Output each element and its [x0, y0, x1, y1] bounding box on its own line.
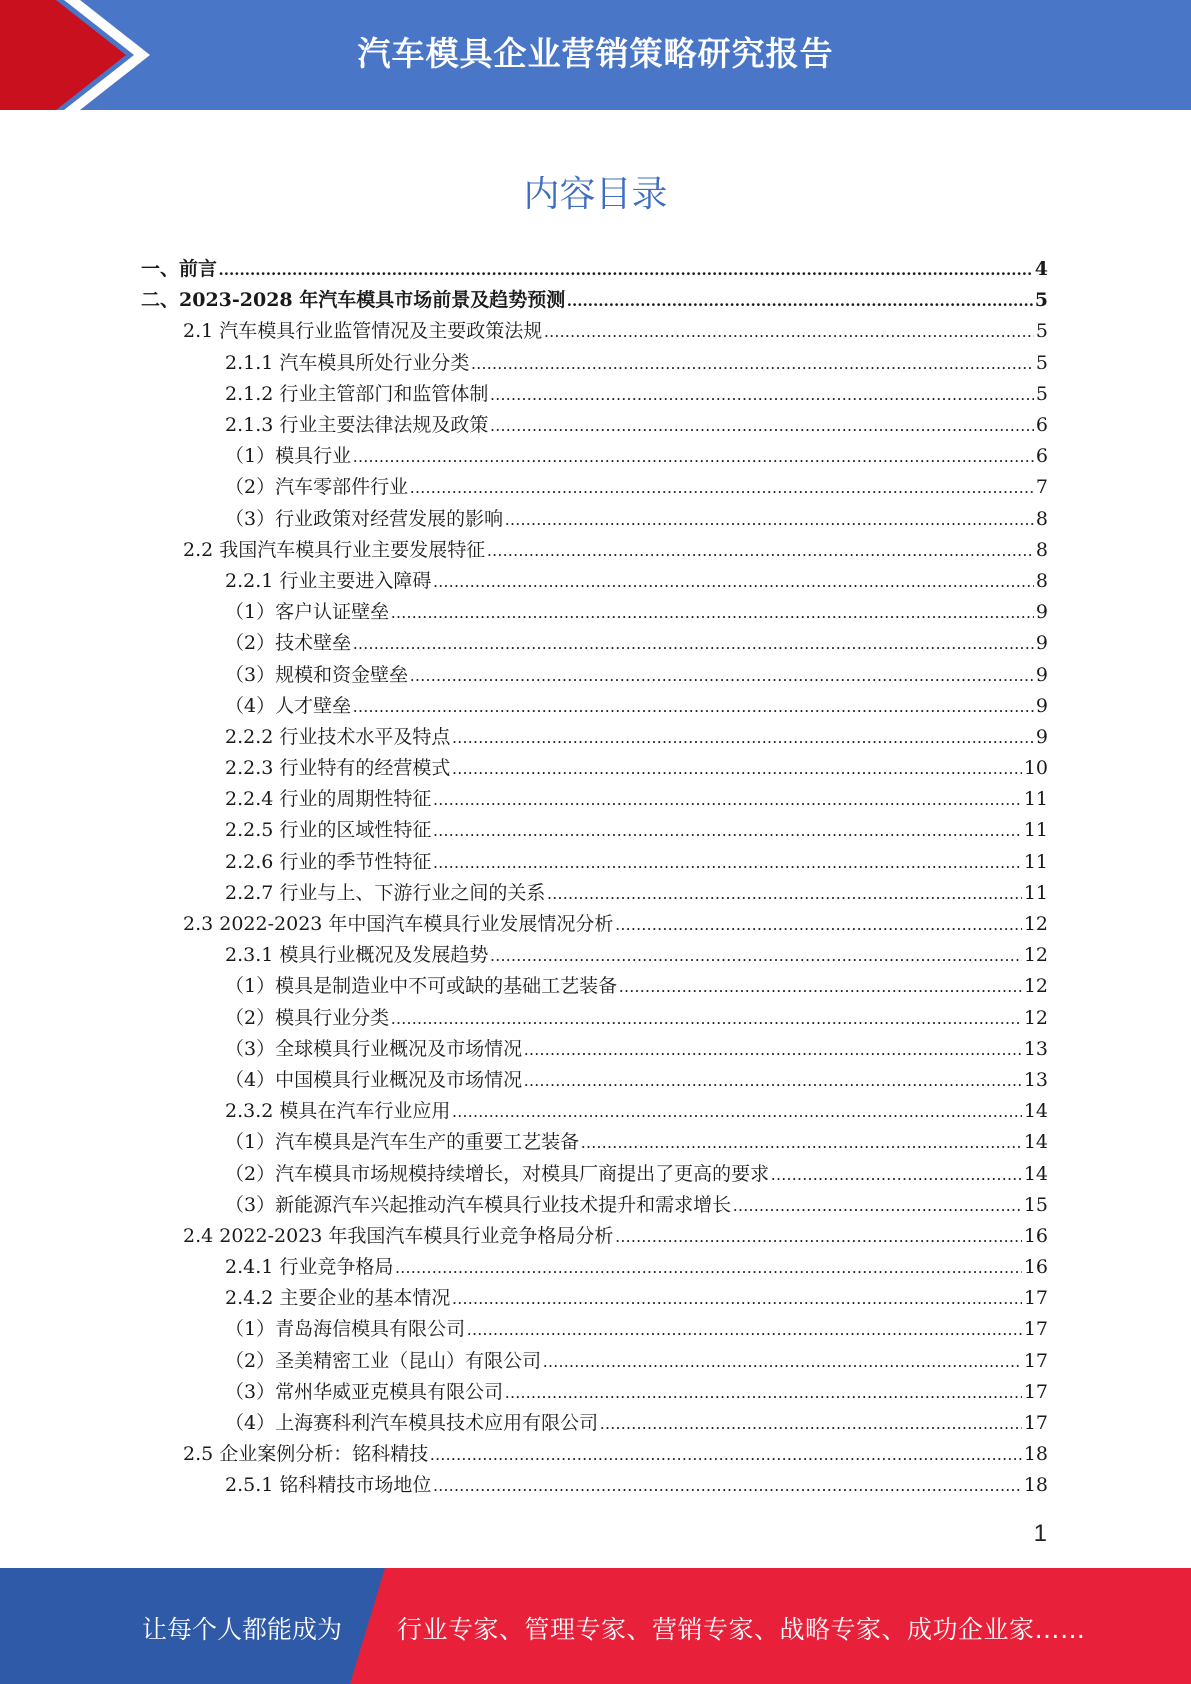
- toc-entry-page: 17: [1023, 1318, 1048, 1341]
- toc-entry-page: 4: [1034, 258, 1048, 281]
- toc-entry-title: 2.2.4 行业的周期性特征: [225, 788, 432, 811]
- toc-entry-title: 二、2023-2028 年汽车模具市场前景及趋势预测: [141, 289, 566, 312]
- toc-leader-dots: [433, 847, 1021, 878]
- toc-entry-page: 9: [1035, 725, 1048, 748]
- toc-leader-dots: [433, 566, 1034, 597]
- toc-entry[interactable]: [141, 909, 1048, 940]
- toc-list: [141, 254, 1048, 1502]
- toc-leader-dots: [433, 815, 1021, 846]
- toc-entry-title: （4）上海赛科利汽车模具技术应用有限公司: [225, 1412, 599, 1435]
- toc-entry-page: 18: [1023, 1474, 1048, 1497]
- toc-entry-page: 12: [1023, 1006, 1048, 1029]
- toc-entry[interactable]: [141, 1034, 1048, 1065]
- toc-leader-dots: [395, 1252, 1021, 1283]
- toc-entry-page: 11: [1023, 819, 1048, 842]
- toc-entry[interactable]: [141, 1065, 1048, 1096]
- toc-entry[interactable]: [141, 1377, 1048, 1408]
- toc-entry-title: （3）新能源汽车兴起推动汽车模具行业技术提升和需求增长: [225, 1193, 732, 1216]
- toc-entry-title: （1）汽车模具是汽车生产的重要工艺装备: [225, 1131, 580, 1154]
- toc-entry-page: 11: [1023, 850, 1048, 873]
- toc-entry-title: 2.2.2 行业技术水平及特点: [225, 725, 451, 748]
- toc-entry-page: 12: [1023, 944, 1048, 967]
- toc-entry-title: 2.3.1 模具行业概况及发展趋势: [225, 944, 489, 967]
- toc-leader-dots: [733, 1190, 1022, 1221]
- toc-heading: 内容目录: [523, 174, 668, 215]
- toc-entry[interactable]: [141, 1314, 1048, 1345]
- toc-entry[interactable]: [141, 379, 1048, 410]
- toc-entry-title: （3）规模和资金壁垒: [225, 663, 409, 686]
- toc-leader-dots: [433, 784, 1021, 815]
- toc-leader-dots: [615, 1221, 1021, 1252]
- toc-entry-page: 13: [1023, 1068, 1048, 1091]
- toc-leader-dots: [600, 1408, 1022, 1439]
- toc-entry-page: 18: [1023, 1443, 1048, 1466]
- toc-entry[interactable]: [141, 1221, 1048, 1252]
- toc-leader-dots: [547, 878, 1021, 909]
- toc-entry[interactable]: [141, 1158, 1048, 1189]
- toc-entry[interactable]: [141, 1252, 1048, 1283]
- toc-entry[interactable]: [141, 410, 1048, 441]
- toc-entry-title: 2.4.2 主要企业的基本情况: [225, 1287, 451, 1310]
- toc-entry-title: （2）技术壁垒: [225, 632, 352, 655]
- toc-entry-title: （4）人才壁垒: [225, 694, 352, 717]
- toc-entry[interactable]: [141, 348, 1048, 379]
- toc-entry-title: （3）常州华威亚克模具有限公司: [225, 1380, 504, 1403]
- toc-entry[interactable]: [141, 504, 1048, 535]
- toc-entry-title: （2）汽车模具市场规模持续增长，对模具厂商提出了更高的要求: [225, 1162, 770, 1185]
- toc-leader-dots: [410, 660, 1034, 691]
- toc-entry-title: （4）中国模具行业概况及市场情况: [225, 1068, 523, 1091]
- toc-entry-title: 2.2.5 行业的区域性特征: [225, 819, 432, 842]
- toc-entry-title: 2.1 汽车模具行业监管情况及主要政策法规: [183, 320, 543, 343]
- toc-entry-title: 一、前言: [141, 258, 218, 281]
- toc-leader-dots: [524, 1065, 1022, 1096]
- toc-entry-title: （2）圣美精密工业（昆山）有限公司: [225, 1349, 542, 1372]
- toc-entry[interactable]: [141, 1003, 1048, 1034]
- toc-leader-dots: [490, 410, 1034, 441]
- toc-entry-title: 2.4 2022-2023 年我国汽车模具行业竞争格局分析: [183, 1224, 614, 1247]
- toc-entry-page: 14: [1023, 1131, 1048, 1154]
- toc-entry-page: 5: [1035, 320, 1048, 343]
- toc-entry-page: 16: [1023, 1224, 1048, 1247]
- toc-entry[interactable]: [141, 254, 1048, 285]
- toc-entry-title: 2.5 企业案例分析：铭科精技: [183, 1443, 429, 1466]
- toc-leader-dots: [544, 316, 1034, 347]
- toc-entry[interactable]: [141, 1470, 1048, 1501]
- toc-entry-title: （1）客户认证壁垒: [225, 601, 390, 624]
- toc-entry[interactable]: [141, 1439, 1048, 1470]
- toc-entry-title: 2.2.3 行业特有的经营模式: [225, 757, 451, 780]
- toc-entry[interactable]: [141, 566, 1048, 597]
- toc-leader-dots: [452, 753, 1021, 784]
- footer-tagline: 行业专家、管理专家、营销专家、战略专家、成功企业家……: [397, 1615, 1086, 1644]
- toc-entry[interactable]: [141, 1096, 1048, 1127]
- toc-entry-title: 2.3.2 模具在汽车行业应用: [225, 1100, 451, 1123]
- toc-leader-dots: [430, 1439, 1022, 1470]
- toc-entry[interactable]: [141, 847, 1048, 878]
- toc-leader-dots: [452, 1283, 1021, 1314]
- toc-entry[interactable]: [141, 535, 1048, 566]
- toc-entry-title: （1）模具是制造业中不可或缺的基础工艺装备: [225, 975, 618, 998]
- toc-leader-dots: [615, 909, 1021, 940]
- toc-entry-title: （2）汽车零部件行业: [225, 476, 409, 499]
- toc-entry-title: 2.3 2022-2023 年中国汽车模具行业发展情况分析: [183, 913, 614, 936]
- footer-slogan: 让每个人都能成为: [142, 1615, 343, 1644]
- toc-entry[interactable]: [141, 597, 1048, 628]
- toc-leader-dots: [467, 1314, 1022, 1345]
- toc-entry-page: 5: [1035, 382, 1048, 405]
- toc-leader-dots: [487, 535, 1034, 566]
- toc-entry-title: 2.1.1 汽车模具所处行业分类: [225, 351, 470, 374]
- toc-entry-page: 15: [1023, 1193, 1048, 1216]
- toc-entry-page: 17: [1023, 1380, 1048, 1403]
- toc-entry-title: 2.1.2 行业主管部门和监管体制: [225, 382, 489, 405]
- toc-entry-page: 9: [1035, 663, 1048, 686]
- toc-leader-dots: [391, 597, 1034, 628]
- toc-entry-page: 14: [1023, 1162, 1048, 1185]
- toc-entry-page: 9: [1035, 694, 1048, 717]
- toc-leader-dots: [410, 472, 1034, 503]
- toc-entry[interactable]: [141, 1283, 1048, 1314]
- toc-entry-page: 8: [1035, 569, 1048, 592]
- toc-leader-dots: [567, 285, 1033, 316]
- toc-entry-page: 8: [1035, 538, 1048, 561]
- toc-leader-dots: [433, 1470, 1021, 1501]
- toc-entry-title: 2.1.3 行业主要法律法规及政策: [225, 414, 489, 437]
- toc-entry[interactable]: [141, 628, 1048, 659]
- toc-entry-page: 17: [1023, 1287, 1048, 1310]
- toc-entry-page: 10: [1023, 757, 1048, 780]
- toc-entry-title: 2.5.1 铭科精技市场地位: [225, 1474, 432, 1497]
- toc-entry-page: 17: [1023, 1349, 1048, 1372]
- toc-leader-dots: [452, 1096, 1021, 1127]
- toc-entry[interactable]: [141, 784, 1048, 815]
- toc-entry-title: （1）模具行业: [225, 445, 352, 468]
- toc-entry[interactable]: [141, 691, 1048, 722]
- page-number: 1: [1033, 1520, 1047, 1547]
- footer-banner: [0, 1568, 1191, 1684]
- toc-leader-dots: [219, 254, 1033, 285]
- toc-entry-page: 17: [1023, 1412, 1048, 1435]
- toc-entry-page: 6: [1035, 414, 1048, 437]
- toc-entry-page: 8: [1035, 507, 1048, 530]
- toc-entry-title: 2.2.1 行业主要进入障碍: [225, 569, 432, 592]
- toc-entry[interactable]: [141, 1127, 1048, 1158]
- toc-entry[interactable]: [141, 753, 1048, 784]
- toc-entry-page: 5: [1034, 289, 1048, 312]
- toc-entry-page: 5: [1035, 351, 1048, 374]
- toc-leader-dots: [505, 504, 1034, 535]
- toc-entry[interactable]: [141, 285, 1048, 316]
- toc-entry-page: 9: [1035, 632, 1048, 655]
- toc-entry[interactable]: [141, 1346, 1048, 1377]
- toc-leader-dots: [771, 1159, 1022, 1190]
- toc-leader-dots: [353, 441, 1034, 472]
- toc-entry[interactable]: [141, 940, 1048, 971]
- toc-entry[interactable]: [141, 815, 1048, 846]
- toc-entry-title: （3）行业政策对经营发展的影响: [225, 507, 504, 530]
- toc-leader-dots: [524, 1034, 1022, 1065]
- toc-entry[interactable]: [141, 316, 1048, 347]
- toc-entry-title: 2.2.7 行业与上、下游行业之间的关系: [225, 881, 546, 904]
- toc-leader-dots: [490, 940, 1021, 971]
- toc-entry[interactable]: [141, 472, 1048, 503]
- toc-entry-page: 11: [1023, 788, 1048, 811]
- toc-entry-title: （1）青岛海信模具有限公司: [225, 1318, 466, 1341]
- toc-entry-page: 16: [1023, 1256, 1048, 1279]
- toc-leader-dots: [490, 379, 1034, 410]
- toc-entry[interactable]: [141, 659, 1048, 690]
- toc-entry[interactable]: [141, 1408, 1048, 1439]
- toc-entry-title: （2）模具行业分类: [225, 1006, 390, 1029]
- toc-entry[interactable]: [141, 722, 1048, 753]
- toc-entry-page: 6: [1035, 445, 1048, 468]
- toc-leader-dots: [619, 971, 1022, 1002]
- toc-entry[interactable]: [141, 1190, 1048, 1221]
- toc-entry-title: 2.2.6 行业的季节性特征: [225, 850, 432, 873]
- toc-entry-page: 9: [1035, 601, 1048, 624]
- toc-leader-dots: [505, 1377, 1022, 1408]
- toc-entry-page: 7: [1035, 476, 1048, 499]
- toc-leader-dots: [353, 628, 1034, 659]
- toc-entry[interactable]: [141, 441, 1048, 472]
- toc-leader-dots: [353, 691, 1034, 722]
- toc-leader-dots: [543, 1346, 1022, 1377]
- toc-entry-title: （3）全球模具行业概况及市场情况: [225, 1037, 523, 1060]
- toc-entry-page: 11: [1023, 881, 1048, 904]
- toc-entry[interactable]: [141, 878, 1048, 909]
- toc-entry[interactable]: [141, 971, 1048, 1002]
- toc-entry-page: 13: [1023, 1037, 1048, 1060]
- toc-leader-dots: [471, 348, 1034, 379]
- toc-entry-page: 12: [1023, 913, 1048, 936]
- toc-leader-dots: [391, 1003, 1022, 1034]
- toc-entry-title: 2.2 我国汽车模具行业主要发展特征: [183, 538, 486, 561]
- toc-entry-title: 2.4.1 行业竞争格局: [225, 1256, 394, 1279]
- toc-entry-page: 14: [1023, 1100, 1048, 1123]
- header-banner: [0, 0, 1191, 110]
- toc-leader-dots: [452, 722, 1034, 753]
- report-title: 汽车模具企业营销策略研究报告: [357, 34, 834, 73]
- toc-leader-dots: [581, 1127, 1022, 1158]
- toc-entry-page: 12: [1023, 975, 1048, 998]
